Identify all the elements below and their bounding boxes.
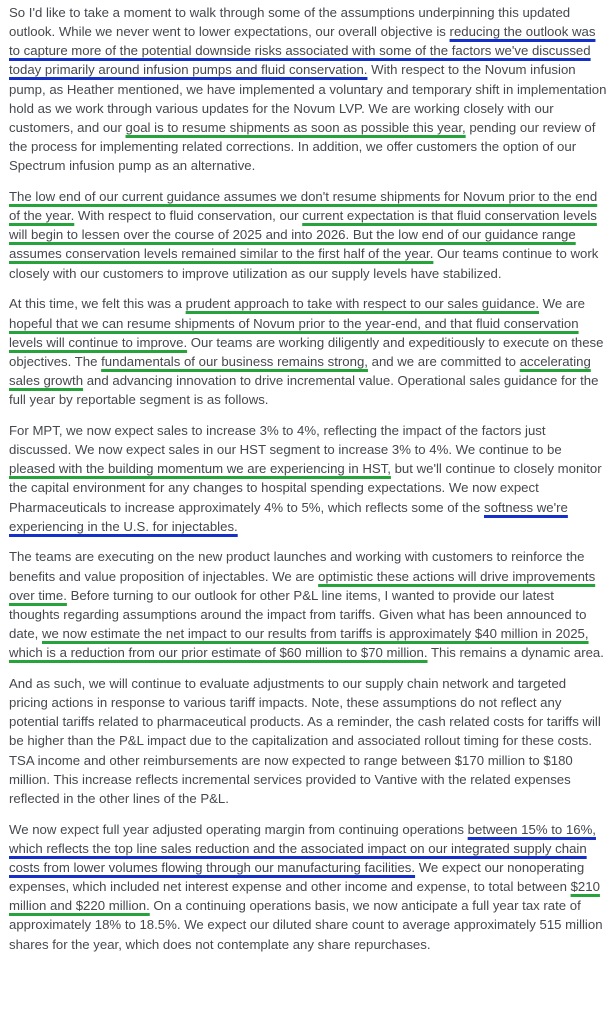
- body-text: We are: [539, 296, 585, 312]
- body-text: So I'd like to take a moment to walk through some of the assumptions underpinning this updated outlook. While we never went to lower expectations, our overall objective is: [9, 5, 571, 40]
- paragraph-guidance-low-end: [9, 187, 607, 283]
- green-underlined-text: pleased with the building momentum we are experiencing in HST,: [9, 461, 391, 477]
- paragraph-supply-chain-and-tsa: [9, 674, 607, 808]
- body-text: For MPT, we now expect sales to increase 3% to 4%, reflecting the impact of the factors just discussed. We now expect sales in our HST segment to increase 3% to 4%. We continue to be: [9, 422, 562, 458]
- paragraph-injectables-and-tariffs: [9, 547, 607, 662]
- green-underlined-text: prudent approach to take with respect to our sales guidance.: [185, 296, 539, 312]
- body-text: We now expect full year adjusted operating margin from continuing operations: [9, 821, 468, 837]
- body-text: At this time, we felt this was a: [9, 296, 186, 312]
- paragraph-margin-and-expenses: [9, 820, 607, 954]
- blue-underlined-text: reducing the outlook was to capture more of the potential downside risks associated with some of the factors we've discussed today primarily around infusion pumps and fluid conservation.: [9, 24, 596, 78]
- body-text: The teams are executing on the new product launches and working with customers to reinforce the benefits and value proposition of injectables. We are: [9, 549, 585, 584]
- green-underlined-text: hopeful that we can resume shipments of Novum prior to the year-end, and that fluid conservation levels will continue to improve.: [9, 315, 579, 350]
- body-text: Our teams continue to work closely with our customers to improve utilization as our supply levels have stabilized.: [9, 246, 599, 281]
- green-underlined-text: current expectation is that fluid conservation levels will begin to lessen over the course of 2025 and into 2026. But the low end of our guidance range assumes conservation levels remained similar to the first half of the year.: [9, 208, 597, 262]
- body-text: and we are committed to: [367, 353, 520, 369]
- green-underlined-text: $210 million and $220 million.: [9, 879, 600, 914]
- body-text: and advancing innovation to drive incremental value. Operational sales guidance for the full year by reportable segment is as follows.: [9, 373, 599, 408]
- green-underlined-text: we now estimate the net impact to our results from tariffs is approximately $40 million in 2025, which is a reduction from our prior estimate of $60 million to $70 million.: [9, 626, 589, 661]
- green-underlined-text: fundamentals of our business remains strong,: [101, 353, 368, 369]
- body-text: Our teams are working diligently and expeditiously to execute on these objectives. The: [9, 334, 604, 369]
- green-underlined-text: accelerating sales growth: [9, 353, 591, 388]
- body-text: With respect to the Novum infusion pump, as Heather mentioned, we have implemented a voluntary and temporary shift in implementation hold as we work through various updates for the Novum LVP. We are working closely with our customers, and our: [9, 62, 607, 135]
- body-text: We expect our nonoperating expenses, which included net interest expense and other income and expense, to total between: [9, 859, 585, 895]
- green-underlined-text: optimistic these actions will drive improvements over time.: [9, 568, 596, 603]
- green-underlined-text: The low end of our current guidance assumes we don't resume shipments for Novum prior to the end of the year.: [9, 189, 598, 224]
- body-text: And as such, we will continue to evaluate adjustments to our supply chain network and targeted pricing actions in response to various tariff impacts. Note, these assumptions do not reflect any potential tariffs related to pharmaceutical products. As a reminder, the cash related costs for tariffs will be higher than the P&L impact due to the capitalization and associated rollout timing for these costs. TSA income and other reimbursements are now expected to range between $170 million to $180 million. This increase reflects incremental services provided to Vantive with the related expenses reflected in the other lines of the P&L.: [9, 675, 601, 806]
- body-text: but we'll continue to closely monitor the capital environment for any changes to hospital spending expectations. We now expect Pharmaceuticals to increase approximately 4% to 5%, which reflects some of the: [9, 461, 602, 515]
- paragraph-outlook-assumptions: [9, 3, 607, 175]
- paragraph-sales-guidance-approach: [9, 294, 607, 409]
- body-text: With respect to fluid conservation, our: [74, 208, 303, 224]
- body-text: Before turning to our outlook for other P&L line items, I wanted to provide our latest thoughts regarding assumptions around the impact from tariffs. Given what has been announced to date,: [9, 587, 587, 642]
- body-text: On a continuing operations basis, we now anticipate a full year tax rate of approximately 18% to 18.5%. We expect our diluted share count to average approximately 515 million shares for the year, which does not contemplate any share repurchases.: [9, 898, 603, 952]
- body-text: pending our review of the process for implementing related corrections. In addition, we offer customers the option of our Spectrum infusion pump as an alternative.: [9, 119, 596, 174]
- green-underlined-text: goal is to resume shipments as soon as possible this year,: [125, 119, 466, 135]
- body-text: This remains a dynamic area.: [427, 645, 604, 661]
- blue-underlined-text: softness we're experiencing in the U.S. for injectables.: [9, 499, 568, 534]
- paragraph-segment-guidance: [9, 421, 607, 536]
- blue-underlined-text: between 15% to 16%, which reflects the top line sales reduction and the associated impact on our integrated supply chain costs from lower volumes flowing through our manufacturing facilities.: [9, 821, 596, 875]
